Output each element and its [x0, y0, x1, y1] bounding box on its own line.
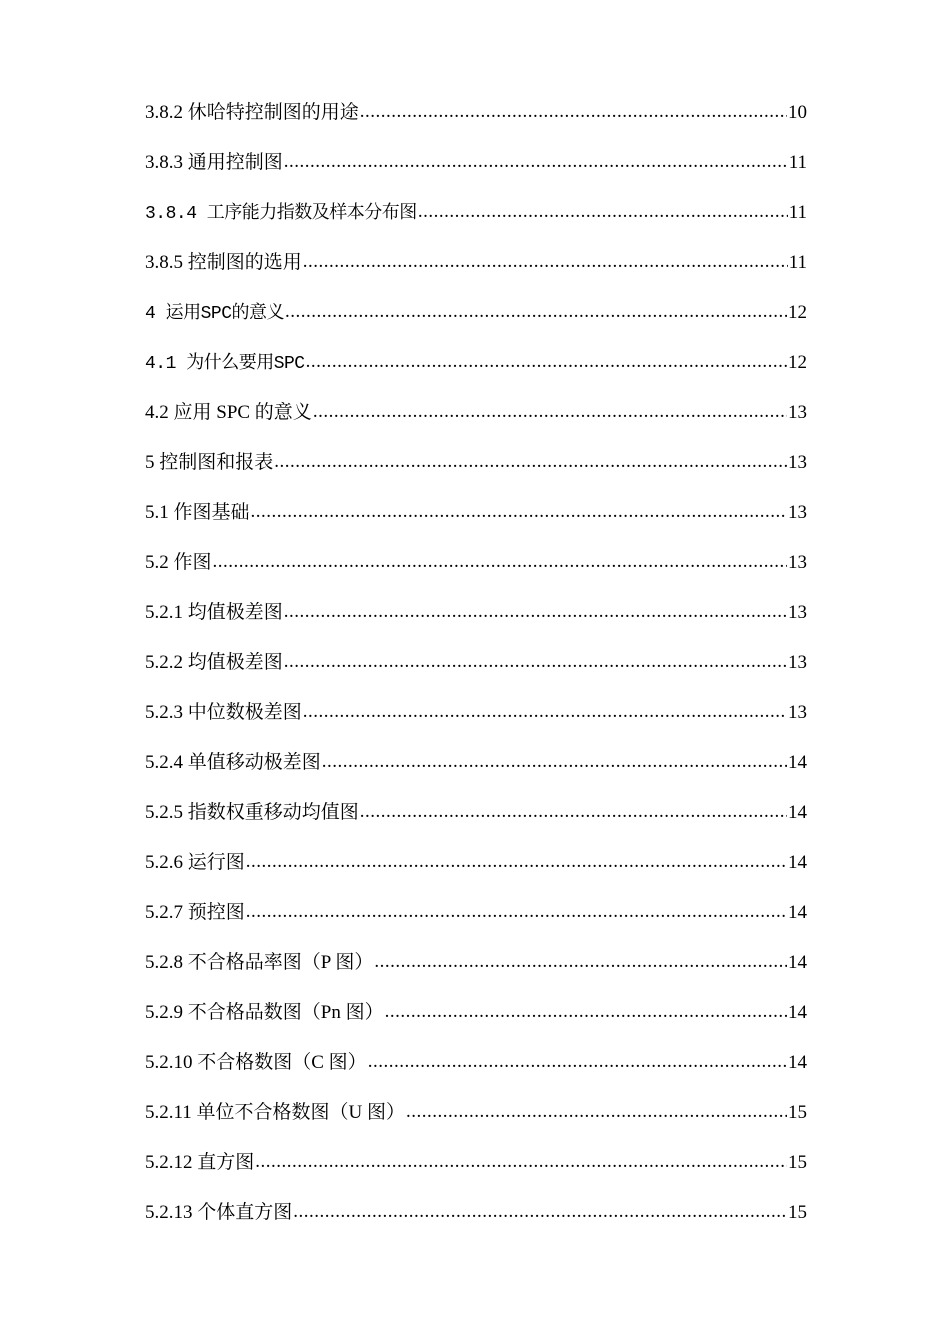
dot-leader — [303, 247, 788, 277]
toc-entry[interactable] — [145, 548, 807, 598]
dot-leader — [303, 697, 787, 727]
dot-leader — [418, 197, 788, 227]
toc-entry-title: 5.2.8 不合格品率图（P 图） — [145, 952, 374, 973]
toc-entry-title: 4.2 应用 SPC 的意义 — [145, 402, 312, 423]
dot-leader — [293, 1197, 787, 1227]
dot-leader — [406, 1097, 787, 1127]
toc-entry-page-number: 12 — [788, 302, 807, 323]
toc-entry-title: 5.2.4 单值移动极差图 — [145, 752, 321, 773]
toc-entry-page-number: 14 — [788, 1002, 807, 1023]
toc-entry-title: 3.8.4 工序能力指数及样本分布图 — [145, 204, 417, 224]
toc-entry[interactable] — [145, 1198, 807, 1248]
dot-leader — [368, 1047, 787, 1077]
dot-leader — [284, 647, 787, 677]
toc-entry-page-number: 13 — [788, 452, 807, 473]
toc-entry-page-number: 12 — [788, 352, 807, 373]
toc-entry[interactable] — [145, 748, 807, 798]
toc-entry[interactable] — [145, 398, 807, 448]
toc-entry-title: 5.2.5 指数权重移动均值图 — [145, 802, 359, 823]
toc-entry-page-number: 14 — [788, 852, 807, 873]
toc-entry-page-number: 15 — [788, 1102, 807, 1123]
dot-leader — [246, 897, 787, 927]
toc-entry-title: 5.2.6 运行图 — [145, 852, 245, 873]
toc-entry-page-number: 11 — [788, 152, 807, 173]
toc-entry-title: 5.2.3 中位数极差图 — [145, 702, 302, 723]
toc-entry-title: 5.2.1 均值极差图 — [145, 602, 283, 623]
toc-entry-title: 5.2.13 个体直方图 — [145, 1202, 293, 1223]
dot-leader — [255, 1147, 787, 1177]
toc-entry[interactable] — [145, 1098, 807, 1148]
toc-entry-title: 3.8.5 控制图的选用 — [145, 252, 302, 273]
dot-leader — [251, 497, 787, 527]
dot-leader — [285, 297, 787, 327]
toc-entry[interactable] — [145, 348, 807, 398]
toc-entry-title: 5.2.11 单位不合格数图（U 图） — [145, 1102, 406, 1123]
toc-entry-page-number: 11 — [788, 202, 807, 223]
toc-entry[interactable] — [145, 148, 807, 198]
toc-entry[interactable] — [145, 98, 807, 148]
toc-entry-page-number: 14 — [788, 952, 807, 973]
toc-entry[interactable] — [145, 898, 807, 948]
dot-leader — [306, 347, 787, 377]
toc-entry[interactable] — [145, 298, 807, 348]
toc-entry-page-number: 14 — [788, 752, 807, 773]
toc-entry[interactable] — [145, 1048, 807, 1098]
toc-entry-title: 4.1 为什么要用SPC — [145, 354, 305, 374]
toc-entry[interactable] — [145, 848, 807, 898]
toc-entry-title: 4 运用SPC的意义 — [145, 304, 285, 324]
dot-leader — [246, 847, 787, 877]
toc-entry[interactable] — [145, 998, 807, 1048]
toc-entry-page-number: 13 — [788, 402, 807, 423]
toc-entry[interactable] — [145, 248, 807, 298]
dot-leader — [374, 947, 787, 977]
toc-entry-page-number: 10 — [788, 102, 807, 123]
toc-entry-page-number: 13 — [788, 652, 807, 673]
toc-entry-page-number: 13 — [788, 552, 807, 573]
toc-entry-title: 5.2.7 预控图 — [145, 902, 245, 923]
toc-entry[interactable] — [145, 1148, 807, 1198]
toc-entry-title: 5.2.12 直方图 — [145, 1152, 255, 1173]
dot-leader — [284, 597, 787, 627]
toc-entry-title: 5.2.2 均值极差图 — [145, 652, 283, 673]
toc-entry-title: 5.2.9 不合格品数图（Pn 图） — [145, 1002, 384, 1023]
toc-entry-title: 5.2 作图 — [145, 552, 212, 573]
toc-entry-page-number: 11 — [788, 252, 807, 273]
toc-entry[interactable] — [145, 798, 807, 848]
toc-entry-title: 5.1 作图基础 — [145, 502, 250, 523]
dot-leader — [213, 547, 787, 577]
toc-entry-page-number: 13 — [788, 502, 807, 523]
toc-entry[interactable] — [145, 698, 807, 748]
toc-entry-page-number: 15 — [788, 1152, 807, 1173]
toc-entry[interactable] — [145, 498, 807, 548]
toc-entry[interactable] — [145, 648, 807, 698]
dot-leader — [284, 147, 788, 177]
toc-entry-page-number: 13 — [788, 602, 807, 623]
dot-leader — [360, 797, 787, 827]
dot-leader — [322, 747, 787, 777]
toc-entry[interactable] — [145, 598, 807, 648]
toc-entry-title: 5 控制图和报表 — [145, 452, 274, 473]
toc-entry-page-number: 15 — [788, 1202, 807, 1223]
toc-entry-page-number: 14 — [788, 902, 807, 923]
toc-entry-title: 3.8.3 通用控制图 — [145, 152, 283, 173]
toc-entry-title: 3.8.2 休哈特控制图的用途 — [145, 102, 359, 123]
table-of-contents — [145, 98, 807, 1248]
toc-entry[interactable] — [145, 198, 807, 248]
dot-leader — [360, 97, 787, 127]
toc-entry-page-number: 14 — [788, 1052, 807, 1073]
dot-leader — [385, 997, 787, 1027]
toc-entry-page-number: 14 — [788, 802, 807, 823]
toc-entry[interactable] — [145, 448, 807, 498]
toc-entry-page-number: 13 — [788, 702, 807, 723]
toc-entry-title: 5.2.10 不合格数图（C 图） — [145, 1052, 367, 1073]
dot-leader — [313, 397, 787, 427]
dot-leader — [274, 447, 787, 477]
toc-entry[interactable] — [145, 948, 807, 998]
